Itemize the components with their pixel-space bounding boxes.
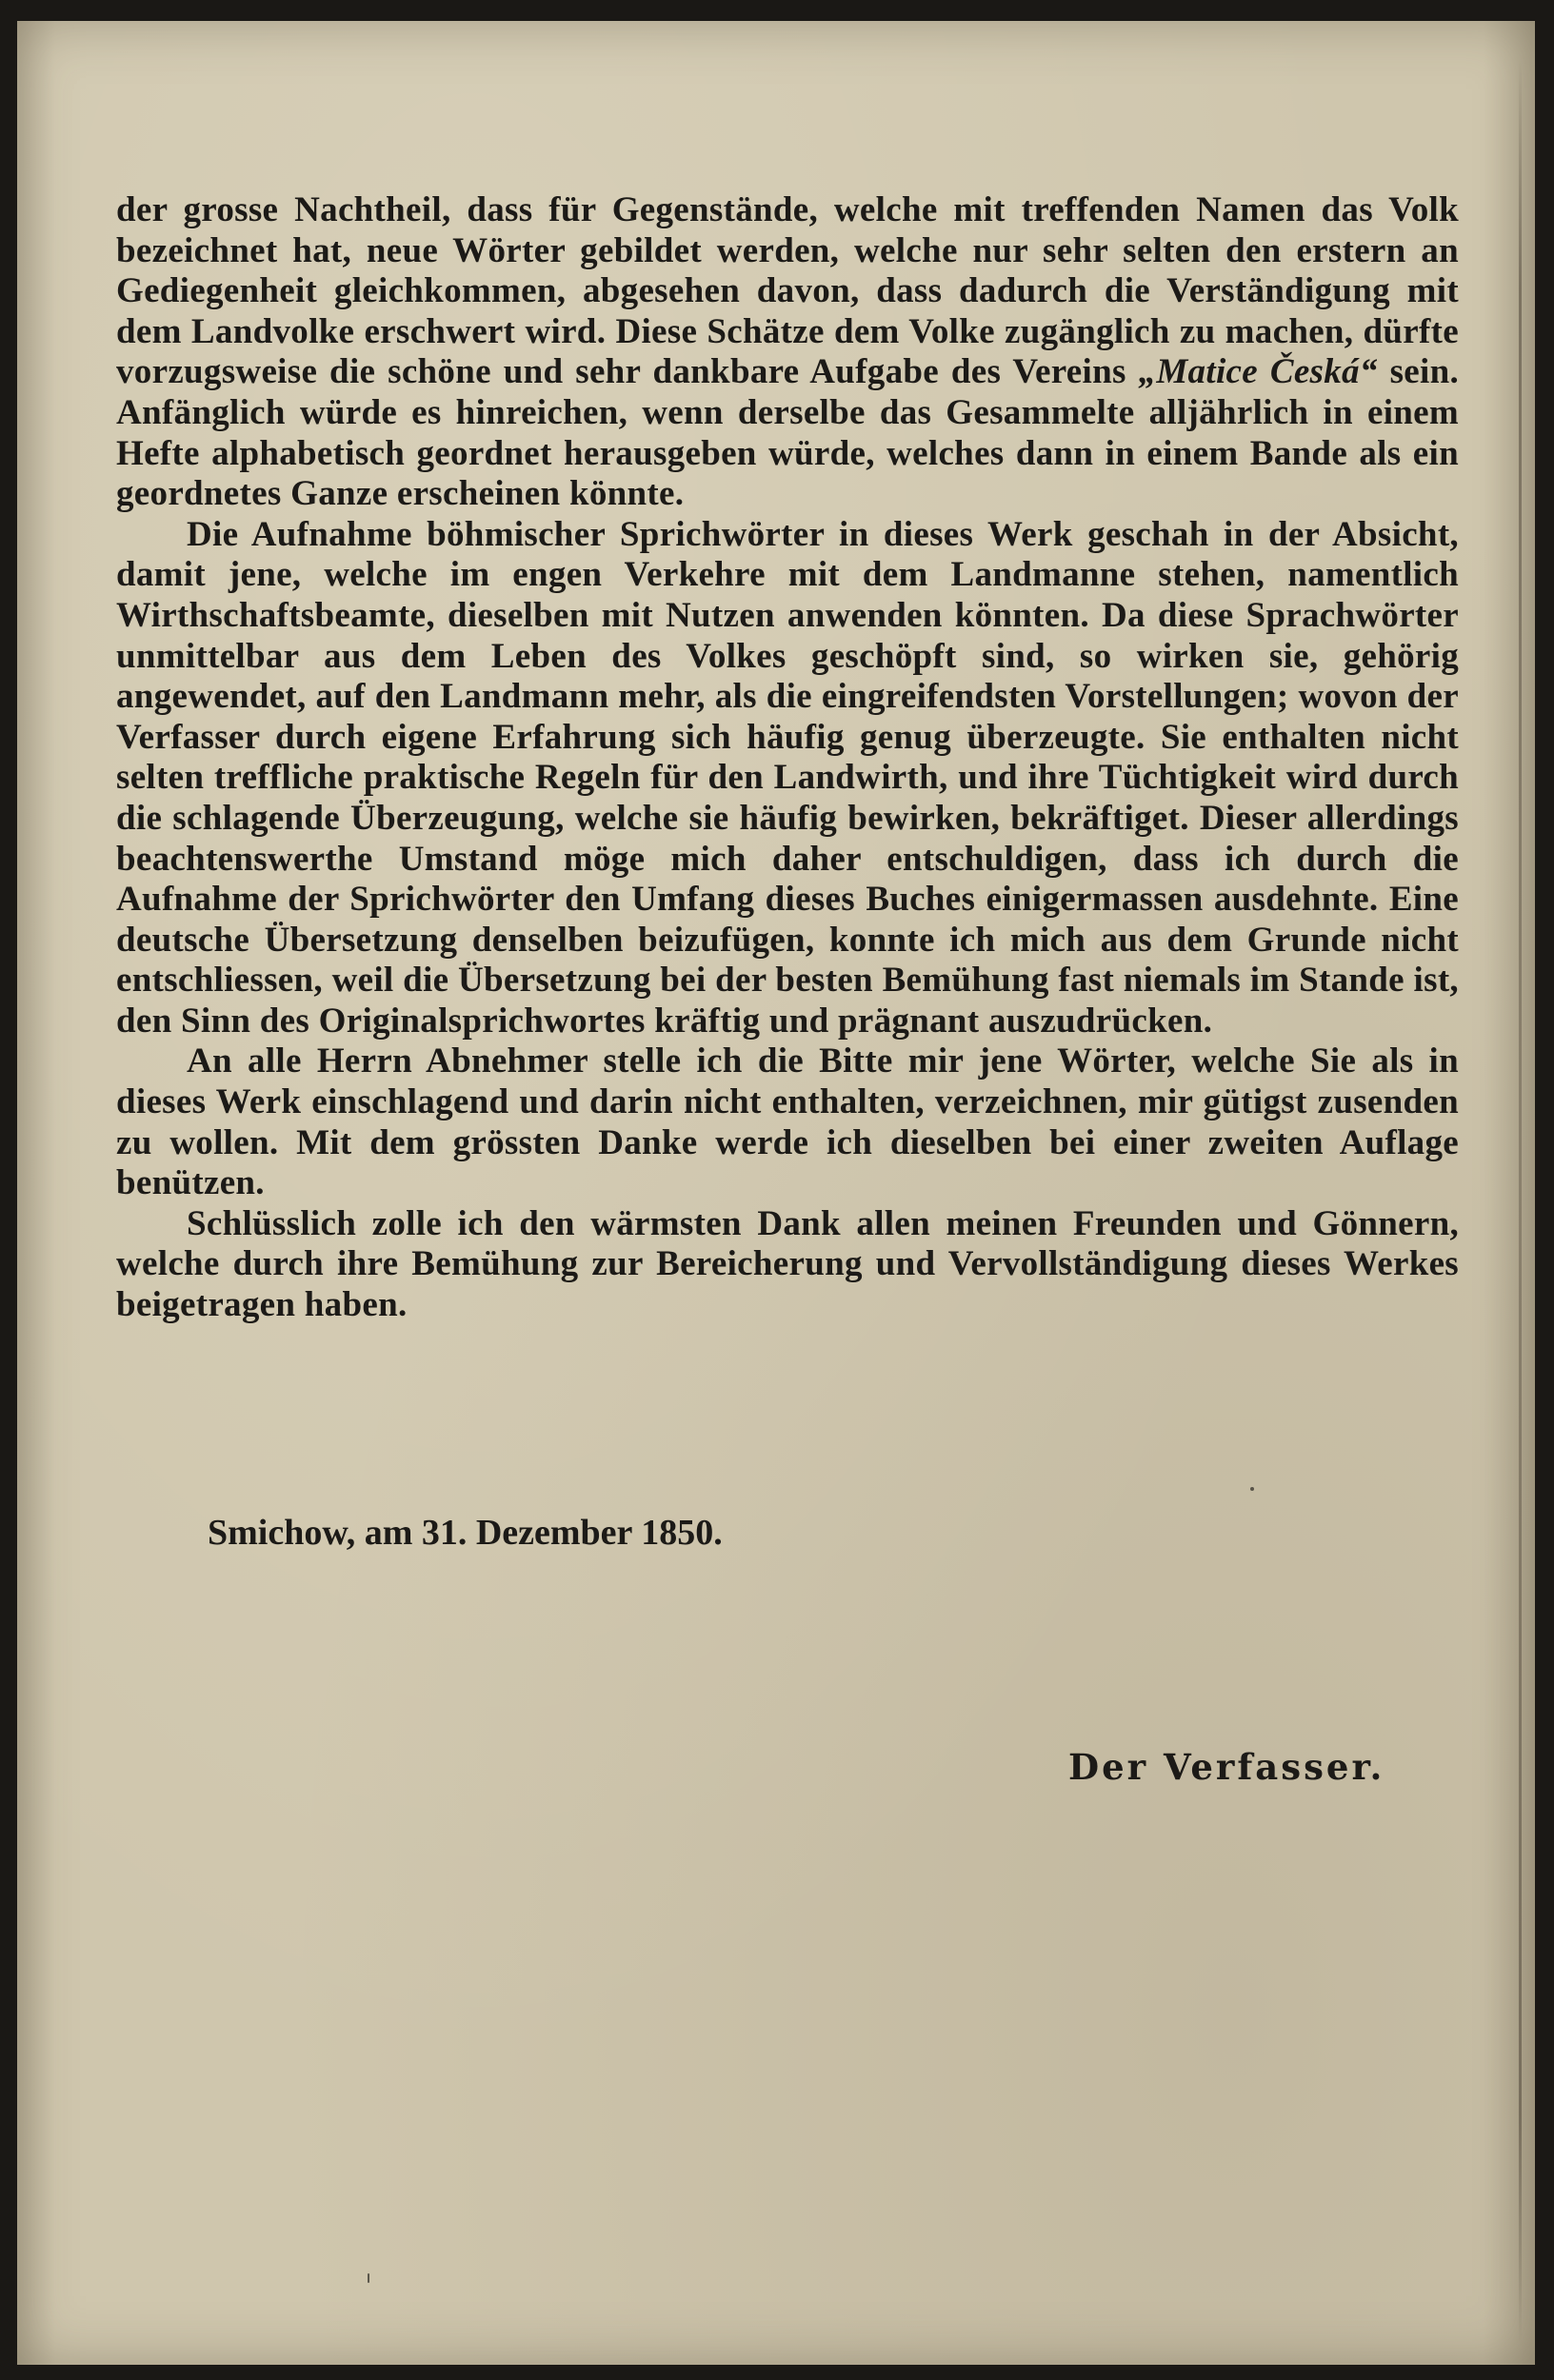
paragraph-2: Die Aufnahme böhmischer Sprichwörter in dieses Werk geschah in der Absicht, damit jene, welche im engen Verkehre mit dem Landmanne stehen, namentlich Wirthschaftsbeamte, dieselben mit Nutzen anwenden könnten. Da diese Sprachwörter unmittelbar aus dem Leben des Volkes geschöpft sind, so wirken sie, gehörig angewendet, auf den Landmann mehr, als die eingreifendsten Vorstellungen; wovon der Verfasser durch eigene Erfahrung sich häufig genug überzeugte. Sie enthalten nicht selten treffliche praktische Regeln für den Landwirth, und ihre Tüchtigkeit wird durch die schlagende Überzeugung, welche sie häufig bewirken, bekräftiget. Dieser allerdings beachtenswerthe Umstand möge mich daher entschuldigen, dass ich durch die Aufnahme der Sprichwörter den Umfang dieses Buches einigermassen ausdehnte. Eine deutsche Übersetzung denselben beizufügen, konnte ich mich aus dem Grunde nicht entschliessen, weil die Übersetzung bei der besten Bemühung fast niemals im Stande ist, den Sinn des Originalsprichwortes kräftig und prägnant auszudrücken. [116,514,1459,1041]
paragraph-1-text-after: sein. Anfänglich würde es hinreichen, wenn derselbe das Gesammelte alljährlich in einem Hefte alphabetisch geordnet herausgeben würde, welches dann in einem Bande als ein geordnetes Ganze erscheinen könnte. [116,352,1459,514]
paragraph-3: An alle Herrn Abnehmer stelle ich die Bitte mir jene Wörter, welche Sie als in dieses Werk einschlagend und darin nicht enthalten, verzeichnen, mir gütigst zusenden zu wollen. Mit dem grössten Danke werde ich dieselben bei einer zweiten Auflage benützen. [116,1041,1459,1203]
dateline: Smichow, am 31. Dezember 1850. [208,1513,723,1553]
paragraph-1 [116,190,1459,515]
ink-speck [1250,1487,1254,1491]
page [17,21,1535,2365]
society-name: „Matice Česká“ [1138,352,1378,392]
paragraph-1-text-before: der grosse Nachtheil, dass für Gegenstände, welche mit treffenden Namen das Volk bezeichnet hat, neue Wörter gebildet werden, welche nur sehr selten den erstern an Gediegenheit gleichkommen, abgesehen davon, dass dadurch die Verständigung mit dem Landvolke erschwert wird. Diese Schätze dem Volke zugänglich zu machen, dürfte vorzugsweise die schöne und sehr dankbare Aufgabe des Vereins [116,190,1459,392]
paragraph-4: Schlüsslich zolle ich den wärmsten Dank allen meinen Freunden und Gönnern, welche durch ihre Bemühung zur Bereicherung und Vervollständigung dieses Werkes beigetragen haben. [116,1203,1459,1325]
signature: Der Verfasser. [1068,1746,1385,1788]
page-edge-shadow [1519,59,1522,2344]
body-text [116,190,1459,1326]
ink-speck [368,2273,369,2283]
